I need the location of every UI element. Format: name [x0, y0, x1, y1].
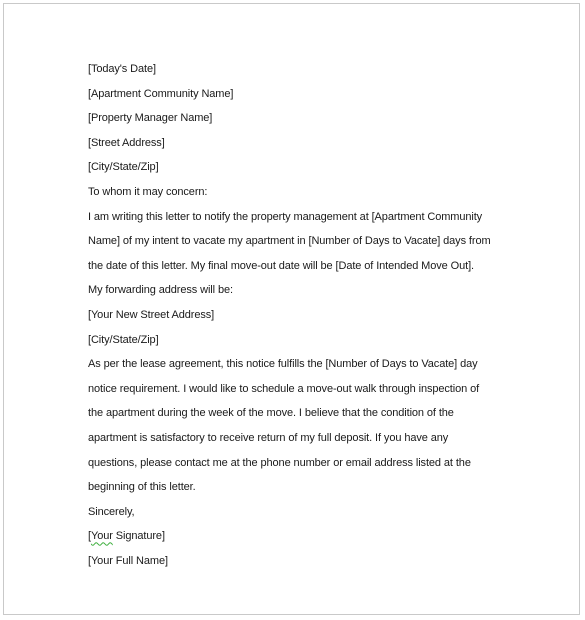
date-line: [Today's Date] — [88, 63, 156, 75]
spellcheck-flagged-word: Your — [90, 530, 113, 543]
document-page — [3, 3, 580, 615]
notice-paragraph — [88, 205, 508, 279]
city-state-zip-line: [City/State/Zip] — [88, 161, 159, 174]
signature-line — [88, 524, 508, 549]
paragraph-line: beginning of this letter. — [88, 481, 196, 494]
lease-paragraph — [88, 352, 508, 500]
paragraph-line: notice requirement. I would like to schedule a move-out walk through inspection of — [88, 382, 480, 395]
paragraph-line: I am writing this letter to notify the property management at [Apartment Community — [88, 210, 483, 223]
closing-line: Sincerely, — [88, 505, 135, 518]
paragraph-line: questions, please contact me at the phone number or email address listed at the — [88, 456, 471, 469]
manager-line: [Property Manager Name] — [88, 112, 213, 125]
paragraph-line: As per the lease agreement, this notice fulfills the [Number of Days to Vacate] day — [88, 358, 478, 371]
community-line: [Apartment Community Name] — [88, 87, 234, 100]
salutation-line: To whom it may concern: — [88, 185, 208, 198]
paragraph-line: apartment is satisfactory to receive return of my full deposit. If you have any — [88, 431, 449, 444]
new-street-address-line: [Your New Street Address] — [88, 308, 215, 321]
paragraph-line: Name] of my intent to vacate my apartment in [Number of Days to Vacate] days from — [88, 235, 491, 248]
street-address-line: [Street Address] — [88, 136, 165, 149]
signature-bracket: [ — [88, 530, 91, 543]
full-name-line: [Your Full Name] — [88, 554, 168, 567]
new-city-state-zip-line: [City/State/Zip] — [88, 333, 159, 346]
paragraph-line: the apartment during the week of the move. I believe that the condition of the — [88, 407, 454, 420]
letter-body — [88, 57, 508, 573]
paragraph-line: the date of this letter. My final move-out date will be [Date of Intended Move Out]. — [88, 259, 474, 272]
signature-rest: Signature] — [112, 530, 165, 543]
forwarding-intro-line: My forwarding address will be: — [88, 284, 233, 297]
